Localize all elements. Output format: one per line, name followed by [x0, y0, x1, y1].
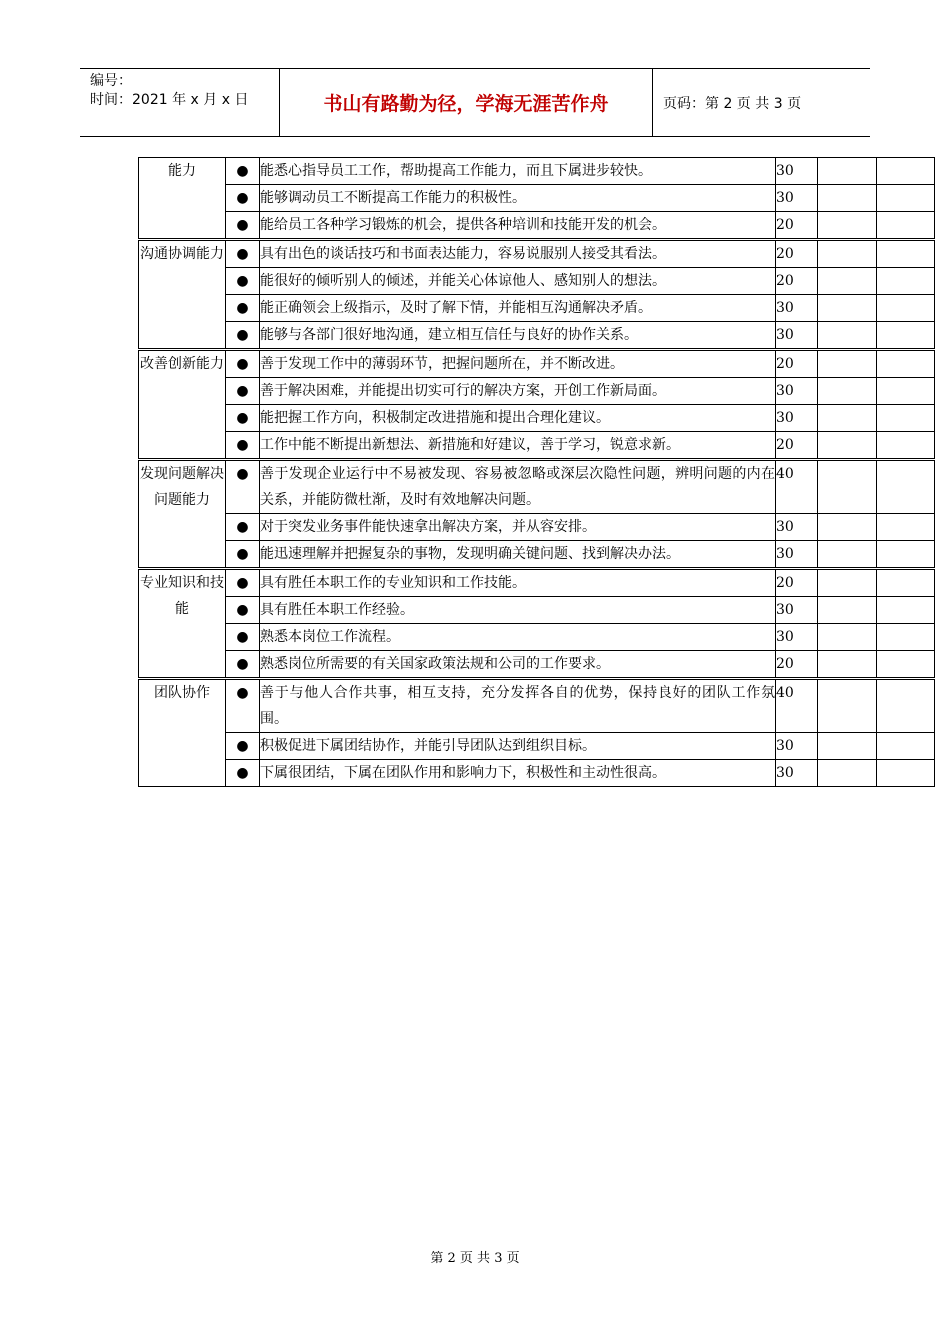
- table-row: [139, 624, 935, 651]
- rating-cell[interactable]: [818, 460, 877, 514]
- remark-cell[interactable]: [877, 185, 935, 212]
- criteria-text: 熟悉岗位所需要的有关国家政策法规和公司的工作要求。: [260, 651, 776, 679]
- score-cell: 30: [776, 514, 818, 541]
- criteria-text: 善于与他人合作共事，相互支持，充分发挥各自的优势，保持良好的团队工作氛围。: [260, 679, 776, 733]
- criteria-text: 能够调动员工不断提高工作能力的积极性。: [260, 185, 776, 212]
- criteria-text: 具有胜任本职工作的专业知识和工作技能。: [260, 569, 776, 597]
- score-cell: 30: [776, 378, 818, 405]
- header-page-info: 页码：第 2 页 共 3 页: [663, 95, 802, 112]
- score-cell: 30: [776, 405, 818, 432]
- bullet-icon: ●: [226, 240, 260, 268]
- bullet-icon: ●: [226, 569, 260, 597]
- bullet-icon: ●: [226, 212, 260, 240]
- page-footer: 第 2 页 共 3 页: [430, 1251, 520, 1266]
- rating-cell[interactable]: [818, 185, 877, 212]
- score-cell: 20: [776, 569, 818, 597]
- bullet-icon: ●: [226, 733, 260, 760]
- criteria-text: 熟悉本岗位工作流程。: [260, 624, 776, 651]
- score-cell: 30: [776, 541, 818, 569]
- bullet-icon: ●: [226, 268, 260, 295]
- score-cell: 20: [776, 651, 818, 679]
- rating-cell[interactable]: [818, 158, 877, 185]
- category-cell: 能力: [139, 158, 226, 240]
- criteria-text: 积极促进下属团结协作，并能引导团队达到组织目标。: [260, 733, 776, 760]
- category-cell: 发现问题解决问题能力: [139, 460, 226, 569]
- score-cell: 30: [776, 597, 818, 624]
- bullet-icon: ●: [226, 460, 260, 514]
- criteria-text: 工作中能不断提出新想法、新措施和好建议，善于学习，锐意求新。: [260, 432, 776, 460]
- remark-cell[interactable]: [877, 240, 935, 268]
- table-row: [139, 158, 935, 185]
- score-cell: 30: [776, 733, 818, 760]
- remark-cell[interactable]: [877, 514, 935, 541]
- rating-cell[interactable]: [818, 350, 877, 378]
- evaluation-table: [138, 157, 935, 787]
- remark-cell[interactable]: [877, 597, 935, 624]
- score-cell: 30: [776, 624, 818, 651]
- category-cell: 团队协作: [139, 679, 226, 787]
- remark-cell[interactable]: [877, 405, 935, 432]
- score-cell: 30: [776, 760, 818, 787]
- table-row: [139, 212, 935, 240]
- bullet-icon: ●: [226, 624, 260, 651]
- criteria-text: 能迅速理解并把握复杂的事物，发现明确关键问题、找到解决办法。: [260, 541, 776, 569]
- criteria-text: 善于发现工作中的薄弱环节，把握问题所在，并不断改进。: [260, 350, 776, 378]
- table-row: [139, 569, 935, 597]
- criteria-text: 能够与各部门很好地沟通，建立相互信任与良好的协作关系。: [260, 322, 776, 350]
- criteria-text: 能把握工作方向，积极制定改进措施和提出合理化建议。: [260, 405, 776, 432]
- remark-cell[interactable]: [877, 432, 935, 460]
- remark-cell[interactable]: [877, 679, 935, 733]
- rating-cell[interactable]: [818, 760, 877, 787]
- table-row: [139, 460, 935, 514]
- rating-cell[interactable]: [818, 514, 877, 541]
- remark-cell[interactable]: [877, 651, 935, 679]
- bullet-icon: ●: [226, 760, 260, 787]
- remark-cell[interactable]: [877, 268, 935, 295]
- table-row: [139, 733, 935, 760]
- table-row: [139, 405, 935, 432]
- document-date: 时间：2021 年 x 月 x 日: [90, 92, 249, 108]
- score-cell: 20: [776, 212, 818, 240]
- category-cell: 沟通协调能力: [139, 240, 226, 350]
- bullet-icon: ●: [226, 158, 260, 185]
- rating-cell[interactable]: [818, 432, 877, 460]
- header-motto: 书山有路勤为径，学海无涯苦作舟: [280, 69, 653, 136]
- remark-cell[interactable]: [877, 378, 935, 405]
- remark-cell[interactable]: [877, 295, 935, 322]
- criteria-text: 能给员工各种学习锻炼的机会，提供各种培训和技能开发的机会。: [260, 212, 776, 240]
- bullet-icon: ●: [226, 597, 260, 624]
- table-row: [139, 378, 935, 405]
- criteria-text: 能很好的倾听别人的倾述，并能关心体谅他人、感知别人的想法。: [260, 268, 776, 295]
- remark-cell[interactable]: [877, 760, 935, 787]
- header-meta: [80, 69, 280, 136]
- table-row: [139, 432, 935, 460]
- bullet-icon: ●: [226, 651, 260, 679]
- criteria-text: 善于发现企业运行中不易被发现、容易被忽略或深层次隐性问题，辨明问题的内在关系，并能防微杜渐，及时有效地解决问题。: [260, 460, 776, 514]
- criteria-text: 善于解决困难，并能提出切实可行的解决方案，开创工作新局面。: [260, 378, 776, 405]
- rating-cell[interactable]: [818, 733, 877, 760]
- table-row: [139, 651, 935, 679]
- rating-cell[interactable]: [818, 295, 877, 322]
- table-row: [139, 268, 935, 295]
- score-cell: 30: [776, 158, 818, 185]
- rating-cell[interactable]: [818, 212, 877, 240]
- score-cell: 40: [776, 460, 818, 514]
- page-header: [80, 68, 870, 137]
- remark-cell[interactable]: [877, 158, 935, 185]
- remark-cell[interactable]: [877, 212, 935, 240]
- rating-cell[interactable]: [818, 378, 877, 405]
- rating-cell[interactable]: [818, 624, 877, 651]
- remark-cell[interactable]: [877, 569, 935, 597]
- bullet-icon: ●: [226, 679, 260, 733]
- remark-cell[interactable]: [877, 322, 935, 350]
- criteria-text: 对于突发业务事件能快速拿出解决方案，并从容安排。: [260, 514, 776, 541]
- table-row: [139, 597, 935, 624]
- rating-cell[interactable]: [818, 322, 877, 350]
- bullet-icon: ●: [226, 350, 260, 378]
- bullet-icon: ●: [226, 514, 260, 541]
- score-cell: 20: [776, 350, 818, 378]
- criteria-text: 下属很团结，下属在团队作用和影响力下，积极性和主动性很高。: [260, 760, 776, 787]
- table-row: [139, 322, 935, 350]
- bullet-icon: ●: [226, 432, 260, 460]
- bullet-icon: ●: [226, 541, 260, 569]
- table-row: [139, 514, 935, 541]
- table-row: [139, 295, 935, 322]
- remark-cell[interactable]: [877, 541, 935, 569]
- score-cell: 30: [776, 322, 818, 350]
- score-cell: 20: [776, 268, 818, 295]
- table-row: [139, 679, 935, 733]
- criteria-text: 具有出色的谈话技巧和书面表达能力，容易说服别人接受其看法。: [260, 240, 776, 268]
- rating-cell[interactable]: [818, 405, 877, 432]
- rating-cell[interactable]: [818, 569, 877, 597]
- bullet-icon: ●: [226, 378, 260, 405]
- bullet-icon: ●: [226, 405, 260, 432]
- bullet-icon: ●: [226, 322, 260, 350]
- bullet-icon: ●: [226, 295, 260, 322]
- rating-cell[interactable]: [818, 268, 877, 295]
- bullet-icon: ●: [226, 185, 260, 212]
- rating-cell[interactable]: [818, 240, 877, 268]
- table-row: [139, 185, 935, 212]
- table-row: [139, 350, 935, 378]
- table-row: [139, 541, 935, 569]
- criteria-text: 能正确领会上级指示，及时了解下情，并能相互沟通解决矛盾。: [260, 295, 776, 322]
- category-cell: 专业知识和技能: [139, 569, 226, 679]
- remark-cell[interactable]: [877, 733, 935, 760]
- remark-cell[interactable]: [877, 624, 935, 651]
- document-number-label: 编号：: [90, 73, 132, 89]
- criteria-text: 能悉心指导员工工作，帮助提高工作能力，而且下属进步较快。: [260, 158, 776, 185]
- category-cell: 改善创新能力: [139, 350, 226, 460]
- score-cell: 30: [776, 295, 818, 322]
- remark-cell[interactable]: [877, 460, 935, 514]
- score-cell: 20: [776, 240, 818, 268]
- remark-cell[interactable]: [877, 350, 935, 378]
- score-cell: 30: [776, 185, 818, 212]
- rating-cell[interactable]: [818, 679, 877, 733]
- score-cell: 40: [776, 679, 818, 733]
- rating-cell[interactable]: [818, 597, 877, 624]
- score-cell: 20: [776, 432, 818, 460]
- criteria-text: 具有胜任本职工作经验。: [260, 597, 776, 624]
- rating-cell[interactable]: [818, 541, 877, 569]
- table-row: [139, 240, 935, 268]
- rating-cell[interactable]: [818, 651, 877, 679]
- table-row: [139, 760, 935, 787]
